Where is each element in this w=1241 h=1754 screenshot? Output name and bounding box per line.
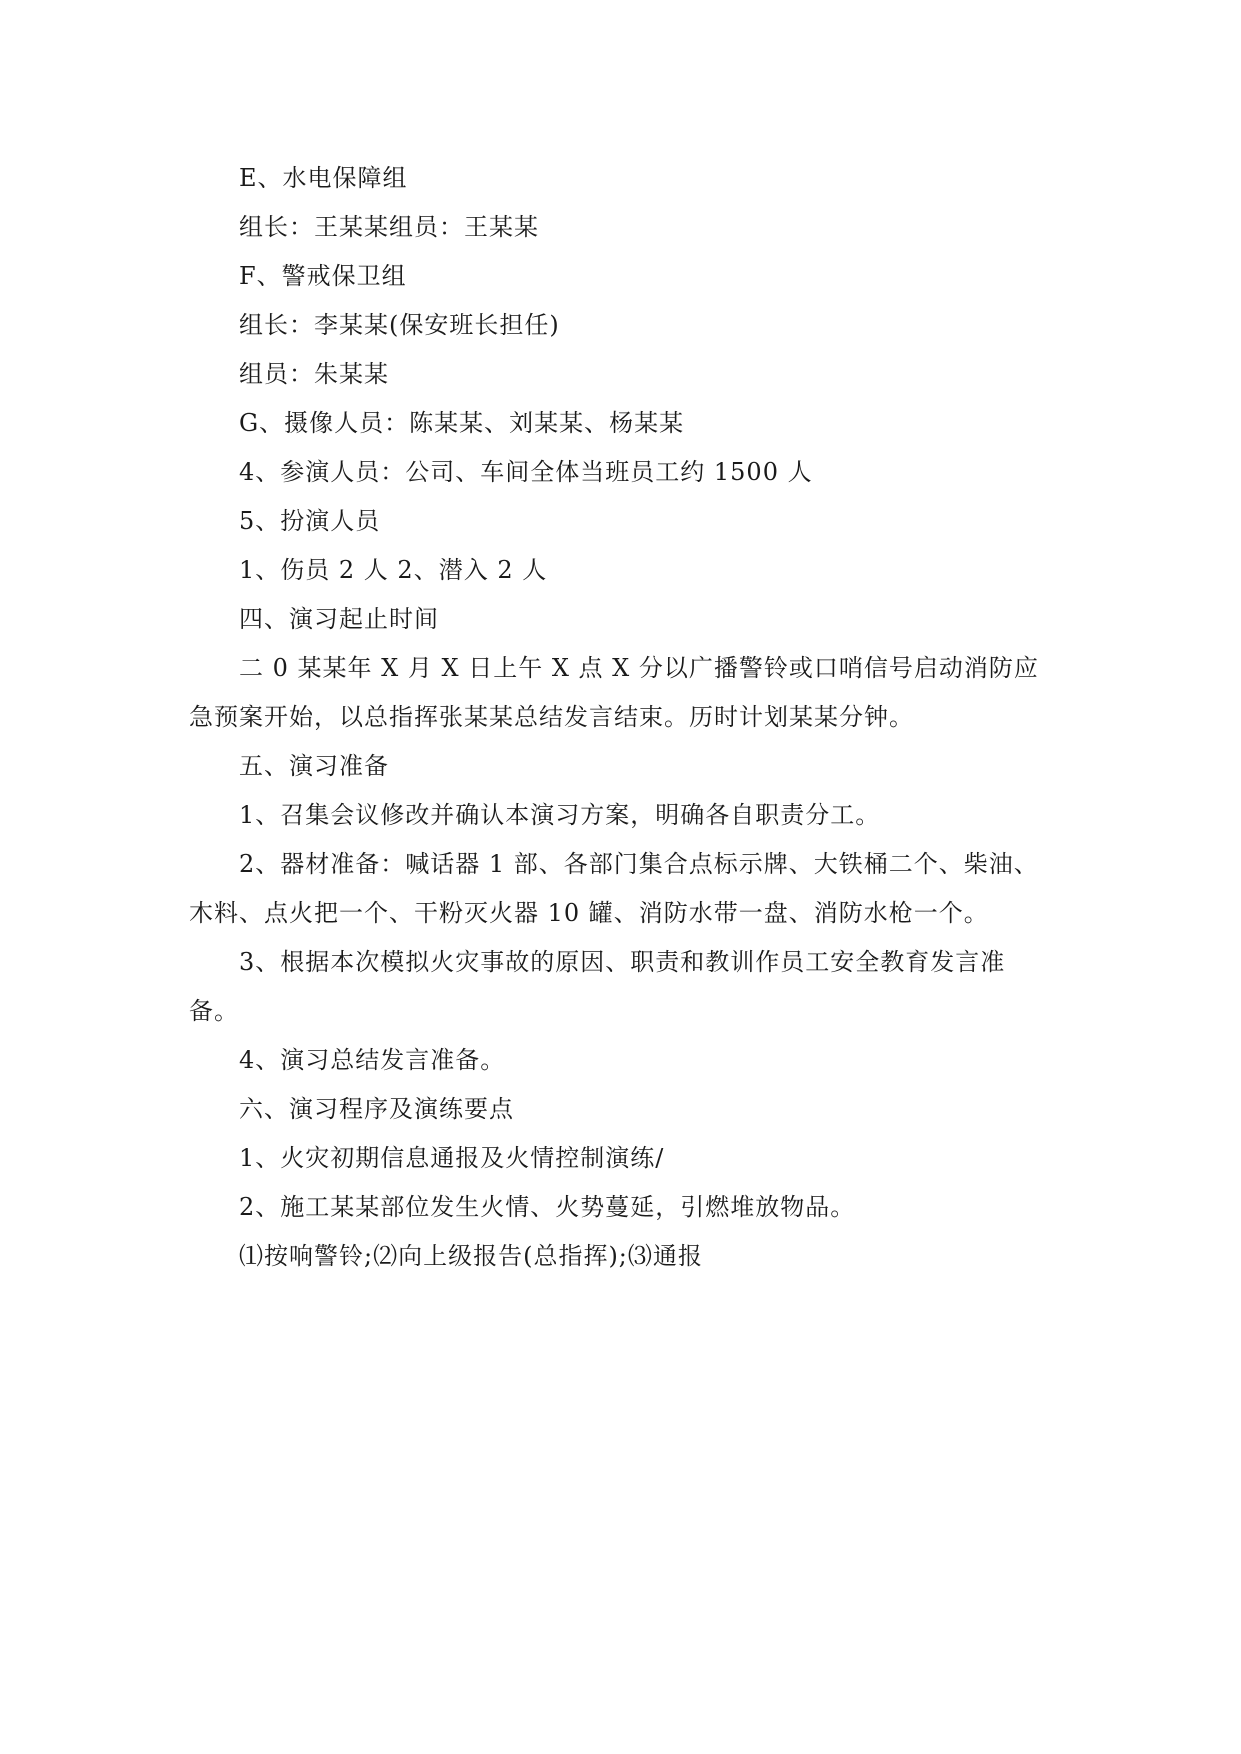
paragraph-actors-heading: 5、扮演人员 [239,507,381,535]
paragraph-group-g-camera: G、摄像人员：陈某某、刘某某、杨某某 [239,409,685,437]
paragraph-prep-meeting: 1、召集会议修改并确认本演习方案，明确各自职责分工。 [239,801,881,829]
paragraph-group-f-leader: 组长：李某某(保安班长担任) [239,311,560,339]
paragraph-prep-equipment: 2、器材准备：喊话器 1 部、各部门集合点标示牌、大铁桶二个、柴油、木料、点火把一个、干粉灭火器 10 罐、消防水带一盘、消防水枪一个。 [189,850,1039,927]
paragraph-group-f-heading: F、警戒保卫组 [239,262,407,290]
paragraph-group-e-heading: E、水电保障组 [239,164,408,192]
paragraph-time-detail: 二 0 某某年 X 月 X 日上午 X 点 X 分以广播警铃或口哨信号启动消防应急预案开始，以总指挥张某某总结发言结束。历时计划某某分钟。 [189,654,1039,731]
paragraph-group-f-members: 组员：朱某某 [239,360,389,388]
paragraph-actors-list: 1、伤员 2 人 2、潜入 2 人 [239,556,548,584]
section-heading-preparation: 五、演习准备 [239,752,389,780]
paragraph-group-e-members: 组长：王某某组员：王某某 [239,213,539,241]
document-body [189,154,1051,1281]
paragraph-procedure-2: 2、施工某某部位发生火情、火势蔓延，引燃堆放物品。 [239,1193,856,1221]
paragraph-prep-education: 3、根据本次模拟火灾事故的原因、职责和教训作员工安全教育发言准备。 [189,948,1006,1025]
paragraph-procedure-1: 1、火灾初期信息通报及火情控制演练/ [239,1144,665,1172]
paragraph-participants: 4、参演人员：公司、车间全体当班员工约 1500 人 [239,458,813,486]
paragraph-procedure-steps: ⑴按响警铃;⑵向上级报告(总指挥);⑶通报 [239,1242,703,1270]
paragraph-prep-summary: 4、演习总结发言准备。 [239,1046,506,1074]
section-heading-time: 四、演习起止时间 [239,605,439,633]
section-heading-procedure: 六、演习程序及演练要点 [239,1095,514,1123]
